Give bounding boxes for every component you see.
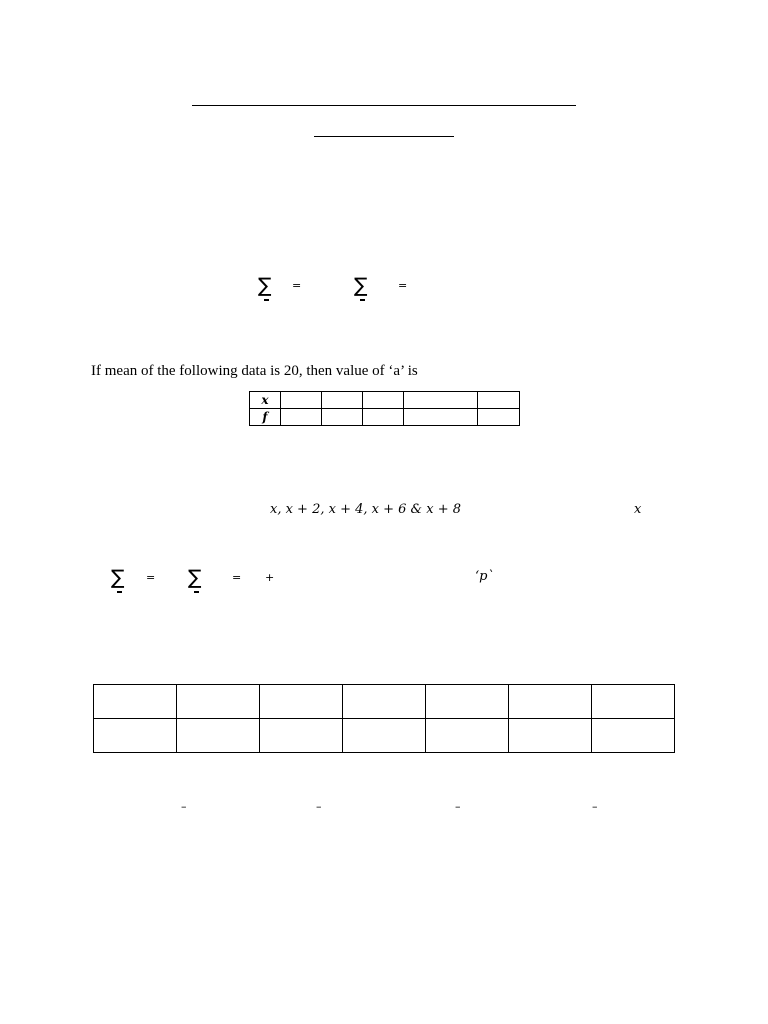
sigma-subscript-mark xyxy=(194,591,199,593)
table-cell xyxy=(478,392,520,409)
table-row xyxy=(94,685,675,719)
table-cell xyxy=(343,685,426,719)
table-header-cell: x xyxy=(250,392,281,409)
sequence-expression: x, x + 2, x + 4, x + 6 & x + 8 xyxy=(270,502,462,517)
table-cell xyxy=(322,392,363,409)
equals-sign: = xyxy=(232,571,242,584)
option-dash: – xyxy=(181,800,187,813)
option-dash: – xyxy=(455,800,461,813)
table-row xyxy=(250,409,520,426)
sigma-symbol: ∑ xyxy=(111,565,125,589)
table-cell xyxy=(177,719,260,753)
table-cell xyxy=(592,685,675,719)
equals-sign: = xyxy=(398,279,408,292)
sequence-variable: x xyxy=(634,502,642,517)
table-cell xyxy=(426,719,509,753)
header-rule-long xyxy=(192,105,576,106)
table-cell xyxy=(426,685,509,719)
sigma-symbol: ∑ xyxy=(188,565,202,589)
sigma-symbol: ∑ xyxy=(354,273,368,297)
equals-sign: = xyxy=(146,571,156,584)
table-row xyxy=(94,719,675,753)
table-row xyxy=(250,392,520,409)
table-cell xyxy=(94,719,177,753)
option-dash: – xyxy=(592,800,598,813)
question-text: If mean of the following data is 20, then value of ‘a’ is xyxy=(91,363,418,379)
table-cell xyxy=(404,409,478,426)
option-dash: – xyxy=(316,800,322,813)
table-cell xyxy=(260,719,343,753)
table-cell xyxy=(404,392,478,409)
table-cell xyxy=(478,409,520,426)
table-cell xyxy=(509,719,592,753)
header-rule-short xyxy=(314,136,454,137)
table-cell xyxy=(94,685,177,719)
table-cell xyxy=(363,409,404,426)
sigma-subscript-mark xyxy=(360,299,365,301)
sigma-subscript-mark xyxy=(264,299,269,301)
plus-sign: + xyxy=(265,571,275,584)
sigma-symbol: ∑ xyxy=(258,273,272,297)
table-cell xyxy=(281,392,322,409)
frequency-table xyxy=(93,684,675,753)
table-header-cell: f xyxy=(250,409,281,426)
equals-sign: = xyxy=(292,279,302,292)
table-cell xyxy=(281,409,322,426)
table-cell xyxy=(260,685,343,719)
table-cell xyxy=(592,719,675,753)
p-label: ‘p` xyxy=(475,569,494,584)
table-cell xyxy=(509,685,592,719)
table-cell xyxy=(363,392,404,409)
table-cell xyxy=(177,685,260,719)
table-cell xyxy=(343,719,426,753)
data-table xyxy=(249,391,520,426)
sigma-subscript-mark xyxy=(117,591,122,593)
table-cell xyxy=(322,409,363,426)
